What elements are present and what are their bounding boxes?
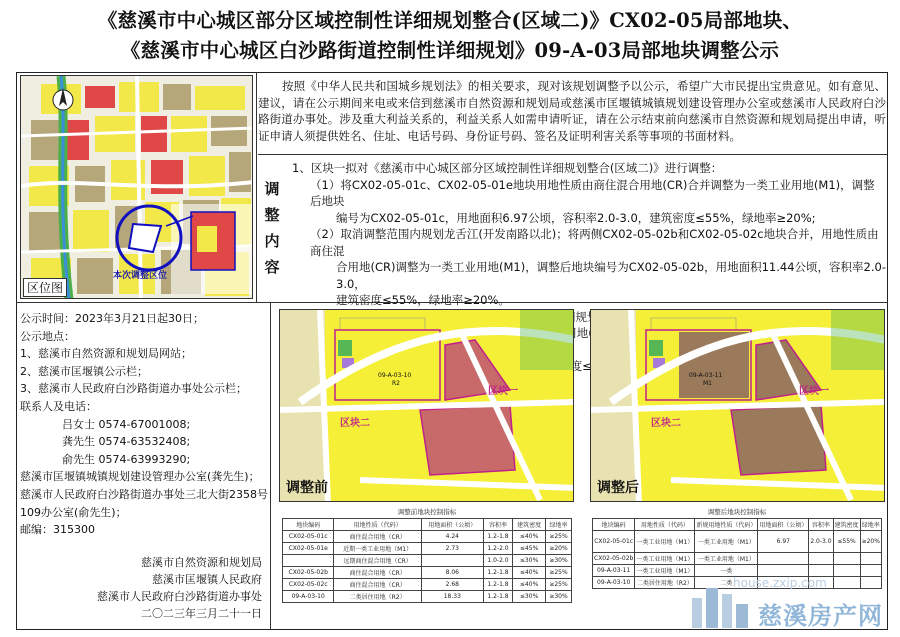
map-after: [590, 309, 885, 502]
info-line: 109办公室(俞先生)；: [20, 505, 127, 519]
divider: [258, 154, 888, 155]
location-map-drawing: [21, 76, 253, 299]
divider: [256, 72, 257, 302]
zone-one-label: 区块一: [488, 386, 518, 397]
info-line: 邮编：315300: [20, 523, 95, 537]
signature-date: 二〇二三年三月二十一日: [141, 607, 262, 620]
adjustment-label: 调 整 内 容: [264, 180, 280, 276]
info-line: 慈溪市人民政府白沙路街道办事处三北大街2358号: [20, 487, 268, 501]
table-header-row: 地块编码 用地性质（代码） 用地面积（公顷） 容积率 建筑密度 绿地率: [283, 519, 572, 531]
notice-paragraph: 按照《中华人民共和国城乡规划法》的相关要求，现对该规划调整予以公示，希望广大市民提出宝贵意见。如有意见、建议，请在公示期间来电或来信到慈溪市自然资源和规划局或慈溪市匡堰镇城镇规划建设管理办公室或慈溪市人民政府白沙路街道办事处。涉及重大利益关系的，利益关系人如需申请听证，请在公示结束前向慈溪市自然资源和规划局提出申请，听证申请人须提供姓名、住址、电话号码、身份证号码、签名及证明利害关系等事项的书面材料。: [258, 79, 886, 143]
location-map: [20, 75, 253, 299]
table-row: 09-A-03-10 二类居住用地（R2） 18.33 1.2-1.8 ≤30% ≥30%: [283, 591, 572, 603]
table-row: CX02-05-02c 商住混合用地（CR） 2.68 1.2-1.8 ≤40% ≥25%: [283, 579, 572, 591]
table-row: CX02-05-01e 近期一类工业用地（M1） 2.73 1.2-2.0 ≤45% ≥20%: [283, 543, 572, 555]
info-line: 联系人及电话：: [20, 399, 97, 413]
adjustment-line: 编号为CX02-05-01c，用地面积6.97公顷，容积率2.0-3.0，建筑密度≤55%，绿地率≥20%;: [336, 210, 816, 225]
title-line-2: 《慈溪市中心城区白沙路街道控制性详细规划》09-A-03局部地块调整公示: [120, 39, 780, 62]
watermark: [688, 574, 888, 630]
info-line: 公示地点：: [20, 329, 75, 343]
info-line: 公示时间：2023年3月21日起30日；: [20, 312, 204, 325]
table-header-row: 地块编码 用地性质（代码） 新规用地性质（代码） 用地面积（公顷） 容积率 建筑密度 绿地率: [593, 519, 882, 531]
info-line: 3、慈溪市人民政府白沙路街道办事处公示栏；: [20, 382, 247, 396]
adjustment-line: 合用地(CR)调整为一类工业用地(M1)，调整后地块编号为CX02-05-02b，用地面积11.44公顷，容积率2.0-3.0，: [336, 260, 886, 291]
publicity-info: [20, 310, 268, 539]
location-map-label: 区位图: [23, 278, 67, 297]
info-line: 2、慈溪市匡堰镇公示栏；: [20, 364, 148, 378]
parcel-use: R2: [392, 380, 400, 387]
table-row: 远期商住混合用地（CR） 1.0-2.0 ≤30% ≥30%: [283, 555, 572, 567]
table-row: CX02-05-01c 商住混合用地（CR） 4.24 1.2-1.8 ≤40% ≥25%: [283, 531, 572, 543]
signature-line: 慈溪市人民政府白沙路街道办事处: [97, 590, 262, 603]
parcel-code: 09-A-03-11: [689, 372, 723, 379]
watermark-name: 慈溪房产网: [758, 602, 883, 630]
title-line-1: 《慈溪市中心城区部分区域控制性详细规划整合(区域二)》CX02-05局部地块、: [97, 9, 803, 32]
divider: [270, 302, 271, 630]
page-title: [0, 0, 900, 70]
parcel-use: M1: [703, 380, 712, 387]
map-after-title: 调整后: [597, 480, 639, 496]
table-row: CX02-05-02b 商住混合用地（CR） 8.06 1.2-1.8 ≤40% ≥25%: [283, 567, 572, 579]
signature-block: [20, 554, 268, 622]
signature-line: 慈溪市自然资源和规划局: [141, 556, 262, 569]
watermark-url: house.zxip.com: [733, 576, 827, 590]
table-row: 09-A-03-11 一类工业用地（M1） 一类: [593, 565, 882, 577]
table-before-caption: 调整前地块控制指标: [397, 508, 457, 516]
map-before-drawing: [280, 310, 574, 502]
info-line: 慈溪市匡堰镇城镇规划建设管理办公室(龚先生)；: [20, 470, 260, 484]
map-after-drawing: [591, 310, 885, 502]
map-before-title: 调整前: [286, 480, 328, 496]
map-before: [279, 309, 574, 502]
adjustment-line: （1）将CX02-05-01c、CX02-05-01e地块用地性质由商住混合用地(CR)合并调整为一类工业用地(M1)，调整后地块: [310, 177, 875, 208]
location-caption: 本次调整区位: [113, 271, 168, 281]
table-row: 09-A-03-10 二类居住用地（R2） 二类: [593, 577, 882, 589]
zone-one-label: 区块一: [799, 386, 829, 397]
adjustment-line: 1、区块一拟对《慈溪市中心城区部分区域控制性详细规划整合(区域二)》进行调整：: [292, 161, 723, 175]
parcel-code: 09-A-03-10: [378, 372, 412, 379]
zone-two-label: 区块二: [340, 418, 370, 429]
table-row: CX02-05-01c 一类工业用地（M1） 一类工业用地（M1） 6.97 2.0-3.0 ≤55% ≥20%: [593, 531, 882, 553]
contact-line: 俞先生 0574-63993290;: [62, 452, 191, 466]
contact-line: 吕女士 0574-67001008;: [62, 417, 191, 431]
signature-line: 慈溪市匡堰镇人民政府: [152, 573, 262, 586]
adjustment-line: 建筑密度≤55%，绿地率≥20%。: [336, 293, 510, 307]
table-row: CX02-05-02b 一类工业用地（M1） 一类工业用地（M1）: [593, 553, 882, 565]
info-line: 1、慈溪市自然资源和规划局网站；: [20, 347, 192, 361]
contact-line: 龚先生 0574-63532408;: [62, 435, 191, 449]
table-before: [282, 507, 572, 603]
zone-two-label: 区块二: [651, 418, 681, 429]
adjustment-line: （2）取消调整范围内规划龙舌江(开发南路以北)；将两侧CX02-05-02b和CX02-05-02c地块合并，用地性质由商住混: [310, 227, 879, 258]
table-after-caption: 调整后地块控制指标: [707, 508, 767, 516]
